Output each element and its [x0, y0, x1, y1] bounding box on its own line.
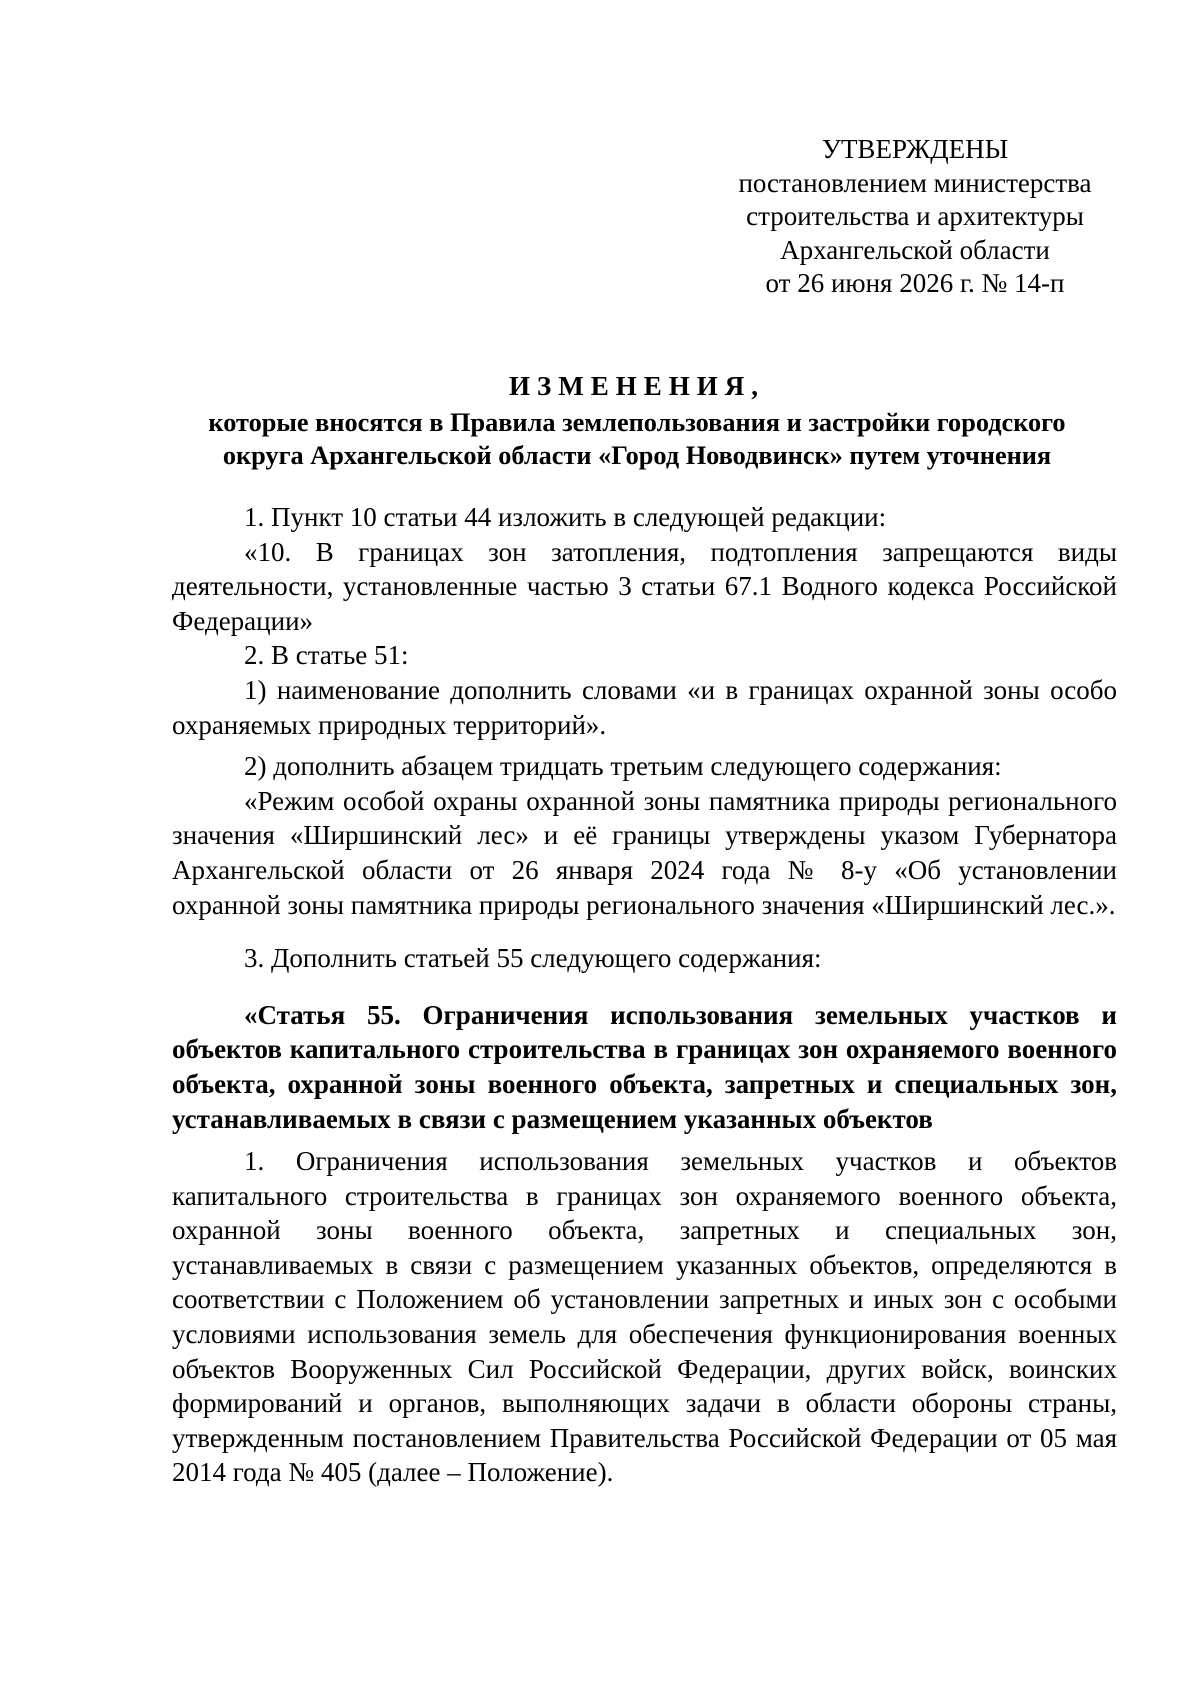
paragraph-quote-10: «10. В границах зон затопления, подтопления запрещаются виды деятельности, установленные частью 3 статьи 67.1 Водного кодекса Российской Федерации»: [172, 536, 1117, 636]
approval-line: постановлением министерства: [738, 167, 1092, 198]
approval-stamp: [715, 133, 1115, 301]
document-heading: [172, 368, 1102, 472]
document-title: ИЗМЕНЕНИЯ,: [508, 371, 765, 401]
article-55-paragraph-1: 1. Ограничения использования земельных участков и объектов капитального строительства в границах зон охраняемого военного объекта, охранной зоны военного объекта, запретных и специальных зон, устанавливаемых в связи с размещением указанных объектов, определяются в соответствии с Положением об установлении запретных и иных зон с особыми условиями использования земель для обеспечения функционирования военных объектов Вооруженных Сил Российской Федерации, других войск, воинских формирований и органов, выполняющих задачи в области обороны страны, утвержденным постановлением Правительства Российской Федерации от 05 мая 2014 года № 405 (далее – Положение).: [172, 1146, 1117, 1488]
document-subtitle-line: которые вносятся в Правила землепользования и застройки городского: [208, 408, 1066, 437]
approval-line: строительства и архитектуры: [746, 201, 1084, 232]
document-subtitle-line: округа Архангельской области «Город Новодвинск» путем уточнения: [222, 441, 1052, 470]
paragraph-subitem-2: 2) дополнить абзацем тридцать третьим следующего содержания:: [244, 751, 1002, 782]
article-55-heading: «Статья 55. Ограничения использования земельных участков и объектов капитального строительства в границах зон охраняемого военного объекта, охранной зоны военного объекта, запретных и специальных зон, устанавливаемых в связи с размещением указанных объектов: [172, 999, 1117, 1134]
approval-date-number: от 26 июня 2026 г. № 14-п: [765, 268, 1065, 299]
paragraph-item-1: 1. Пункт 10 статьи 44 изложить в следующей редакции:: [244, 502, 887, 532]
document-body: [172, 500, 1117, 1490]
paragraph-item-3: 3. Дополнить статьей 55 следующего содержания:: [244, 943, 822, 974]
approval-title: УТВЕРЖДЕНЫ: [821, 134, 1009, 164]
paragraph-quote-regime: «Режим особой охраны охранной зоны памятника природы регионального значения «Ширшинский лес» и её границы утверждены указом Губернатора Архангельской области от 26 января 2024 года № 8-у «Об установлении охранной зоны памятника природы регионального значения «Ширшинский лес.».: [172, 785, 1117, 920]
approval-line: Архангельской области: [780, 234, 1050, 265]
paragraph-subitem-1: 1) наименование дополнить словами «и в границах охранной зоны особо охраняемых природных территорий».: [172, 674, 1117, 740]
paragraph-item-2: 2. В статье 51:: [244, 640, 409, 671]
